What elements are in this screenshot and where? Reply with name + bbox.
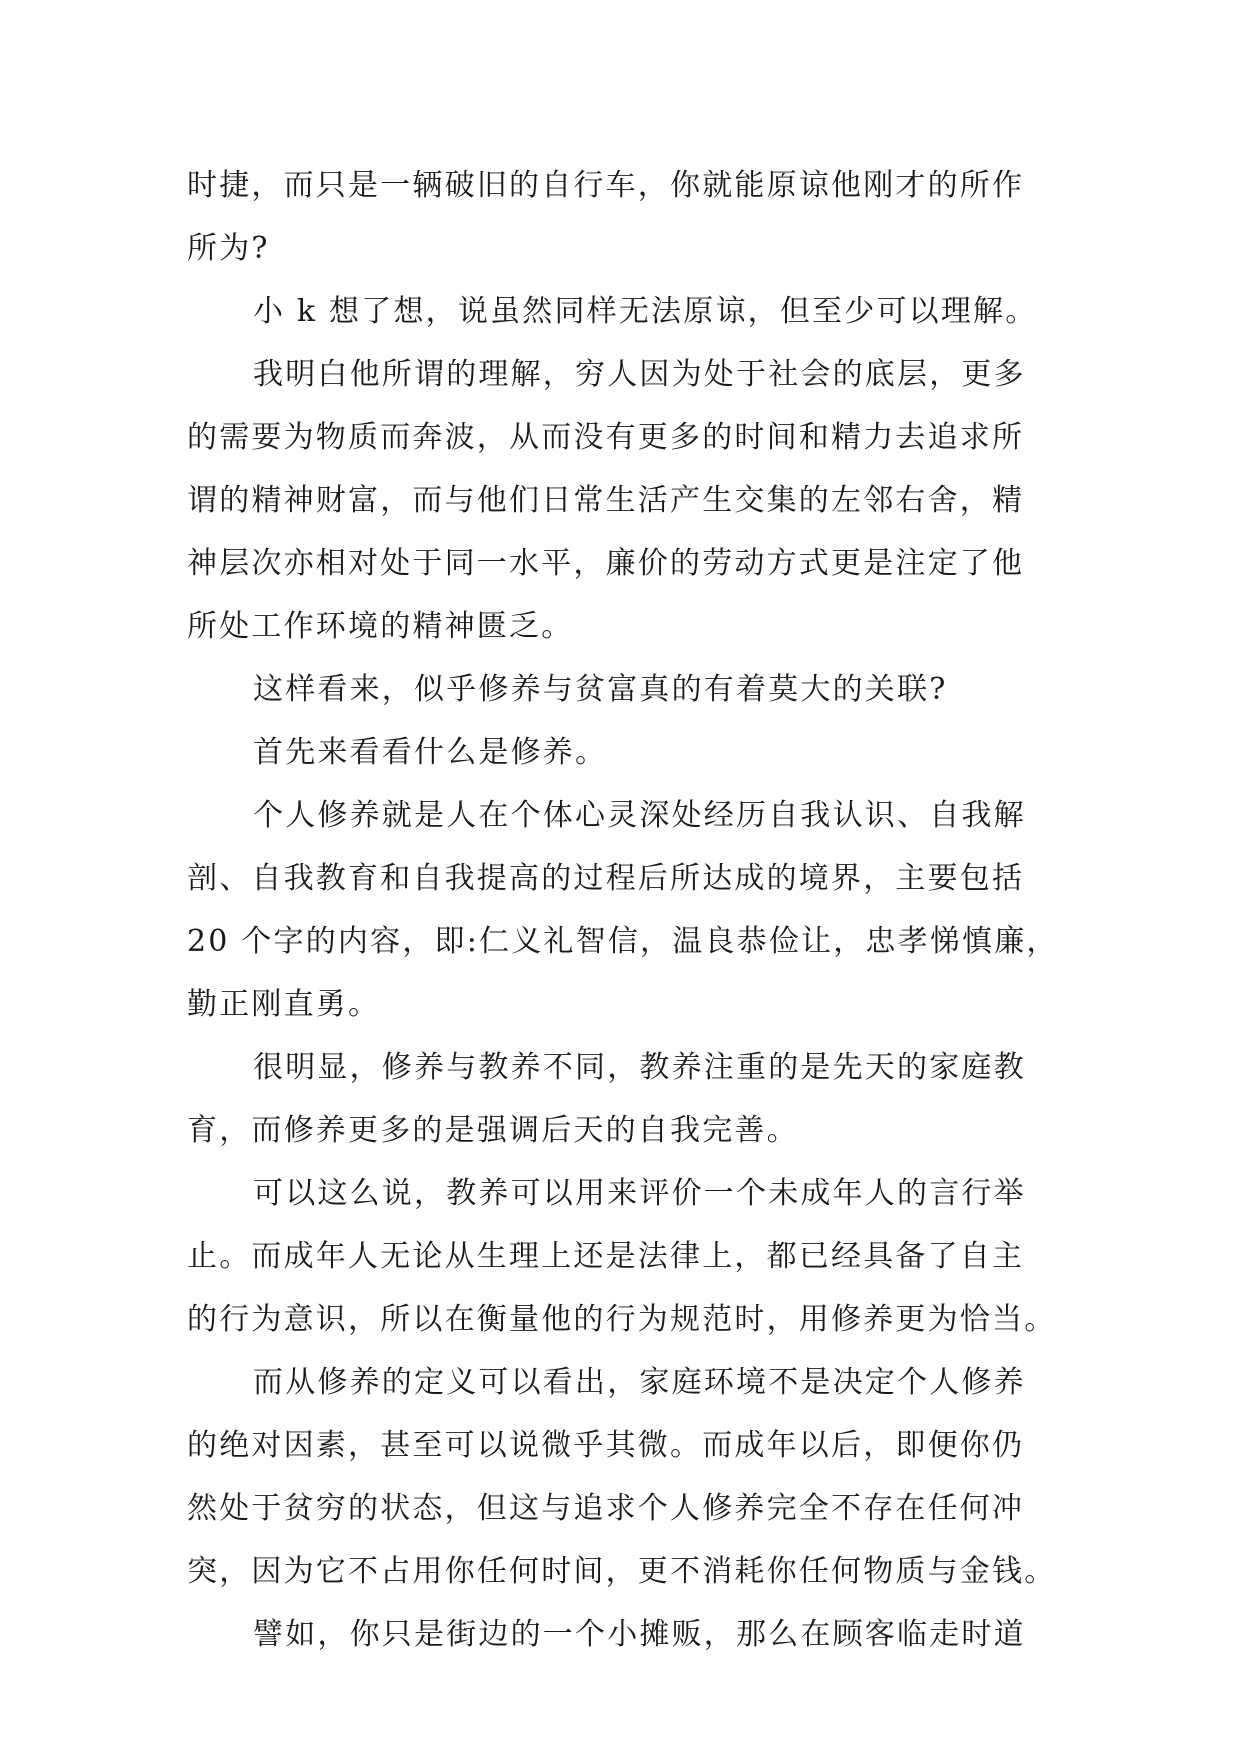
text-line: 育，而修养更多的是强调后天的自我完善。 bbox=[187, 1113, 799, 1148]
text-line: 很明显，修养与教养不同，教养注重的是先天的家庭教 bbox=[253, 1050, 1026, 1085]
text-line: 神层次亦相对处于同一水平，廉价的劳动方式更是注定了他 bbox=[187, 546, 1025, 581]
text-line: 所为? bbox=[187, 231, 270, 266]
text-line: 止。而成年人无论从生理上还是法律上，都已经具备了自主 bbox=[187, 1239, 1025, 1274]
text-line: 谓的精神财富，而与他们日常生活产生交集的左邻右舍，精 bbox=[187, 483, 1025, 518]
text-line: 所处工作环境的精神匮乏。 bbox=[187, 609, 574, 644]
text-line: 的需要为物质而奔波，从而没有更多的时间和精力去追求所 bbox=[187, 420, 1025, 455]
text-line: 然处于贫穷的状态，但这与追求个人修养完全不存在任何冲 bbox=[187, 1491, 1025, 1526]
text-line: 勤正刚直勇。 bbox=[187, 987, 381, 1022]
text-line: 的绝对因素，甚至可以说微乎其微。而成年以后，即便你仍 bbox=[187, 1428, 1025, 1463]
text-line: 而从修养的定义可以看出，家庭环境不是决定个人修养 bbox=[253, 1365, 1026, 1400]
text-line: 首先来看看什么是修养。 bbox=[253, 735, 608, 770]
text-line: 20 个字的内容，即:仁义礼智信，温良恭俭让，忠孝悌慎廉， bbox=[187, 924, 1059, 959]
text-line: 譬如，你只是街边的一个小摊贩，那么在顾客临走时道 bbox=[253, 1617, 1026, 1652]
text-line: 个人修养就是人在个体心灵深处经历自我认识、自我解 bbox=[253, 798, 1026, 833]
text-line: 的行为意识，所以在衡量他的行为规范时，用修养更为恰当。 bbox=[187, 1302, 1057, 1337]
body-text bbox=[187, 154, 1057, 1666]
text-line: 时捷，而只是一辆破旧的自行车，你就能原谅他刚才的所作 bbox=[187, 168, 1025, 203]
text-line: 突，因为它不占用你任何时间，更不消耗你任何物质与金钱。 bbox=[187, 1554, 1057, 1589]
text-line: 小 k 想了想，说虽然同样无法原谅，但至少可以理解。 bbox=[253, 294, 1038, 329]
text-line: 这样看来，似乎修养与贫富真的有着莫大的关联? bbox=[253, 672, 948, 707]
text-line: 我明白他所谓的理解，穷人因为处于社会的底层，更多 bbox=[253, 357, 1026, 392]
text-line: 剖、自我教育和自我提高的过程后所达成的境界，主要包括 bbox=[187, 861, 1025, 896]
text-line: 可以这么说，教养可以用来评价一个未成年人的言行举 bbox=[253, 1176, 1026, 1211]
